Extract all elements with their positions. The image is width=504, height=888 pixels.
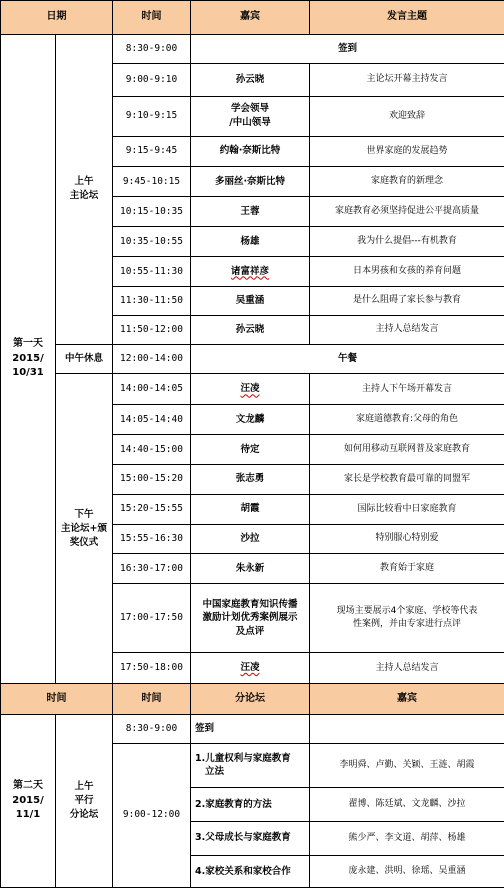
topic-cell: 如何用移动互联网普及家庭教育 — [310, 435, 504, 465]
guest-cell — [191, 584, 310, 653]
noon-break-cell: 中午休息 — [56, 344, 113, 374]
guest-cell: 张志勇 — [191, 464, 310, 494]
guest-cell: 朱永新 — [191, 554, 310, 584]
time-cell: 16:30-17:00 — [113, 554, 191, 584]
guest-cell: 杨雄 — [191, 227, 310, 257]
guest-cell: 孙云晓 — [191, 63, 310, 96]
time-cell: 11:50-12:00 — [113, 315, 191, 344]
time-cell: 14:05-14:40 — [113, 405, 191, 435]
time-cell: 9:45-10:15 — [113, 166, 191, 197]
empty-cell — [310, 714, 504, 743]
afternoon-line3: 奖仪式 — [69, 536, 99, 548]
time-cell: 8:30-9:00 — [113, 714, 191, 743]
table-row — [1, 344, 504, 374]
guest-line3: 及点评 — [235, 626, 265, 638]
time-cell: 9:00-12:00 — [113, 743, 191, 887]
topic-cell: 主持人下午场开幕发言 — [310, 374, 504, 405]
guest-name: 诸富祥彦 — [230, 265, 269, 277]
forum-title-line2: 立法 — [205, 766, 225, 778]
guest-name: 汪凌 — [240, 662, 260, 674]
table-row — [1, 374, 504, 405]
time-cell: 8:30-9:00 — [113, 34, 191, 63]
time-cell: 14:00-14:05 — [113, 374, 191, 405]
header-row — [1, 1, 504, 35]
header-topic: 发言主题 — [310, 1, 504, 35]
topic-cell: 特别服心特别爱 — [310, 524, 504, 554]
header-date: 日期 — [1, 1, 113, 35]
day2-label-line2: 2015/ — [12, 794, 44, 806]
time-cell: 12:00-14:00 — [113, 344, 191, 374]
forum-cell: 3.父母成长与家庭教育 — [191, 821, 310, 855]
session-line1: 上午 — [74, 781, 94, 793]
time-cell: 17:00-17:50 — [113, 584, 191, 653]
forum-guests-cell: 李明舜、卢勤、关颖、王涟、胡霞 — [310, 743, 504, 787]
time-cell: 15:00-15:20 — [113, 464, 191, 494]
day2-label-line3: 11/1 — [15, 809, 41, 821]
guest-cell: 多丽丝·奈斯比特 — [191, 166, 310, 197]
topic-cell: 国际比较看中日家庭教育 — [310, 494, 504, 524]
header2-forum: 分论坛 — [191, 684, 310, 715]
day2-session — [56, 714, 113, 887]
topic-cell: 教育始于家庭 — [310, 554, 504, 584]
topic-cell: 家庭教育必须坚持促进公平提高质量 — [310, 197, 504, 227]
lunch-cell: 午餐 — [191, 344, 504, 374]
time-cell: 10:35-10:55 — [113, 227, 191, 257]
forum-cell: 4.家校关系和家校合作 — [191, 855, 310, 887]
forum-guests-cell: 翟博、陈廷斌、文龙麟、沙拉 — [310, 787, 504, 821]
forum-title-line1: 1.儿童权利与家庭教育 — [195, 752, 291, 764]
guest-cell: 约翰·奈斯比特 — [191, 136, 310, 166]
day1-afternoon-session — [56, 374, 113, 684]
topic-cell: 家庭教育的新理念 — [310, 166, 504, 197]
time-cell: 10:55-11:30 — [113, 257, 191, 287]
guest-line2: /中山领导 — [229, 117, 271, 129]
topic-cell: 日本男孩和女孩的养育问题 — [310, 257, 504, 287]
topic-cell: 主持人总结发言 — [310, 653, 504, 684]
guest-line1: 中国家庭教育知识传播 — [202, 598, 298, 610]
day1-morning-session — [56, 34, 113, 344]
topic-line2: 性案例，并由专家进行点评 — [352, 619, 461, 630]
time-cell: 9:00-9:10 — [113, 63, 191, 96]
topic-cell: 主论坛开幕主持发言 — [310, 63, 504, 96]
guest-line1: 学会领导 — [230, 103, 269, 115]
morning-line1: 上午 — [74, 176, 94, 188]
day1-label-line2: 2015/ — [12, 352, 44, 364]
day2-label — [1, 714, 56, 887]
topic-line1: 现场主要展示4个家庭、学校等代表 — [336, 606, 478, 617]
day1-label-line3: 10/31 — [12, 367, 44, 379]
guest-cell: 文龙麟 — [191, 405, 310, 435]
time-cell: 14:40-15:00 — [113, 435, 191, 465]
day1-label-line1: 第一天 — [13, 338, 43, 350]
afternoon-line2: 主论坛+颁 — [61, 522, 107, 534]
guest-cell: 孙云晓 — [191, 315, 310, 344]
guest-cell: 王蓉 — [191, 197, 310, 227]
guest-cell: 吴重涵 — [191, 286, 310, 315]
time-cell: 10:15-10:35 — [113, 197, 191, 227]
guest-cell — [191, 653, 310, 684]
checkin-cell: 签到 — [191, 34, 504, 63]
topic-cell: 主持人总结发言 — [310, 315, 504, 344]
table-row — [1, 714, 504, 743]
checkin-cell: 签到 — [191, 714, 310, 743]
session-line3: 分论坛 — [69, 808, 99, 820]
guest-cell: 沙拉 — [191, 524, 310, 554]
day1-label — [1, 34, 56, 683]
time-cell: 11:30-11:50 — [113, 286, 191, 315]
forum-cell: 2.家庭教育的方法 — [191, 787, 310, 821]
header2-date: 时间 — [1, 684, 113, 715]
time-cell: 17:50-18:00 — [113, 653, 191, 684]
topic-cell: 家庭道德教育:父母的角色 — [310, 405, 504, 435]
guest-cell — [191, 96, 310, 136]
guest-line2: 激励计划优秀案例展示 — [202, 612, 298, 624]
topic-cell: 欢迎致辞 — [310, 96, 504, 136]
time-cell: 9:10-9:15 — [113, 96, 191, 136]
time-cell: 15:20-15:55 — [113, 494, 191, 524]
forum-cell — [191, 743, 310, 787]
day2-label-line1: 第二天 — [13, 780, 43, 792]
afternoon-line1: 下午 — [74, 509, 94, 521]
guest-cell — [191, 257, 310, 287]
topic-cell: 我为什么提倡---有机教育 — [310, 227, 504, 257]
guest-cell: 胡霞 — [191, 494, 310, 524]
time-cell: 15:55-16:30 — [113, 524, 191, 554]
session-line2: 平行 — [74, 795, 94, 807]
header2-guest: 嘉宾 — [310, 684, 504, 715]
table-row — [1, 34, 504, 63]
forum-guests-cell: 庞永建、洪明、徐瑶、吴重涵 — [310, 855, 504, 887]
guest-cell: 待定 — [191, 435, 310, 465]
guest-cell — [191, 374, 310, 405]
header-time: 时间 — [113, 1, 191, 35]
header-row-2 — [1, 684, 504, 715]
topic-cell: 世界家庭的发展趋势 — [310, 136, 504, 166]
topic-cell: 是什么阻碍了家长参与教育 — [310, 286, 504, 315]
guest-name: 汪凌 — [240, 383, 260, 395]
header2-time: 时间 — [113, 684, 191, 715]
time-cell: 9:15-9:45 — [113, 136, 191, 166]
forum-guests-cell: 熊少严、李文道、胡萍、杨雄 — [310, 821, 504, 855]
morning-line2: 主论坛 — [69, 190, 99, 202]
topic-cell: 家长是学校教育最可靠的同盟军 — [310, 464, 504, 494]
header-guest: 嘉宾 — [191, 1, 310, 35]
topic-cell — [310, 584, 504, 653]
